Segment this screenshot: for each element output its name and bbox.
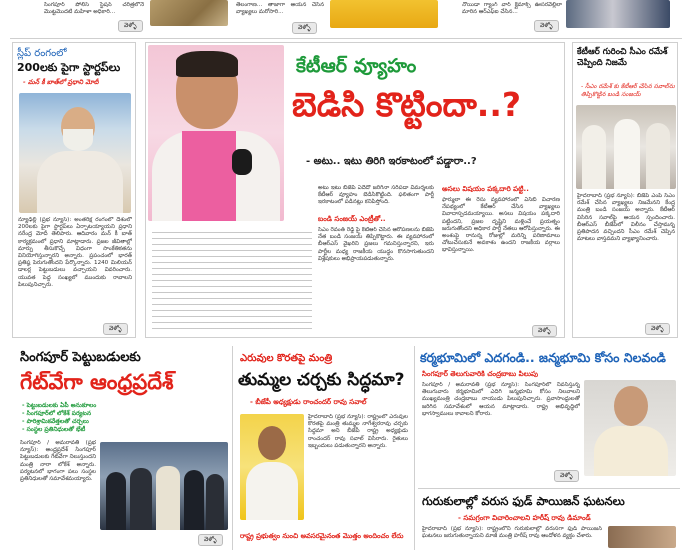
- bottom-right2-body: హైదరాబాద్ (ప్రభ న్యూస్): రాష్ట్రంలోని గురుకులాల్లో వరుసగా ఫుడ్ పాయిజన్ ఘటనలు జరుగుతున్నాయని మాజీ మంత్రి హరీష్ రావు ఆందోళన వ్యక్తం చేశారు.: [422, 526, 602, 540]
- bottom-mid-title: తుమ్మల చర్చకు సిద్ధమా?: [238, 370, 405, 390]
- bottom-right-more-button[interactable]: వెళ్ళో: [554, 470, 579, 482]
- modi-body: [37, 151, 123, 213]
- top-right-photo: [566, 0, 670, 28]
- right-story-body: హైదరాబాద్ (ప్రభ న్యూస్): బీజేపీ ఎంపీ సీఎం రమేశ్ చేసిన వ్యాఖ్యలు నిజమేనని కేంద్ర మంత్రి బండి సంజయ్ అన్నారు. కేటీఆర్ విసిరిన సవాల్‌పై ఆయన స్పందించారు. బీఆర్ఎస్ బీజేపీలో విలీనం చేస్తామన్న ప్రతిపాదన వచ్చిందని సీఎం రమేశ్ చెప్పిన మాటలు వాస్తవమని వ్యాఖ్యానించారు.: [577, 193, 675, 243]
- main-story-subtitle: - అటు.. ఇటు తిరిగి ఇరకాటంలో పడ్డారా..?: [306, 156, 477, 167]
- bottom-right2-title: గురుకులాల్లో వరుస ఫుడ్ పాయిజన్ ఘటనలు: [422, 494, 625, 508]
- bottom-mid-kicker: ఎరువుల కొరతపై మంత్రి: [240, 353, 333, 364]
- left-story-body: న్యూఢిల్లీ (ప్రభ న్యూస్): అంతరిక్ష రంగంలో దేశంలో 200లకు పైగా స్టార్టప్‌లు ఏర్పాటయ్యాయని ప్రధాని నరేంద్ర మోదీ తెలిపారు. ఆదివారం మన్ కీ బాత్ కార్యక్రమంలో ప్రధాని మాట్లాడారు. ప్రజల జీవితాల్లో మార్పు తీసుకొచ్చే విధంగా సాంకేతికతను వినియోగిస్తున్నారని అన్నారు. ప్రపంచంలో భారత్ ప్రతిష్ఠ పెరుగుతోందని పేర్కొన్నారు. 1240 మిలియన్ డాలర్ల పెట్టుబడులు వచ్చాయని వివరించారు. యువత పెద్ద సంఖ్యలో ముందుకు రావాలని పిలుపునిచ్చారు.: [18, 217, 132, 288]
- bottom-mid-story: [236, 346, 412, 550]
- main-more-button[interactable]: వెళ్ళో: [532, 325, 557, 337]
- top-mid-photo: [330, 0, 438, 28]
- modi-beard: [63, 129, 93, 151]
- person-3: [646, 123, 670, 189]
- left-story-byline: - మన్ కీ బాత్‌లో ప్రధాని మోదీ: [23, 78, 99, 86]
- main-story-kicker: కేటీఆర్ వ్యూహం: [296, 55, 417, 77]
- person-2: [614, 119, 640, 189]
- top-right-text: నోయిడా గ్యాంగ్ వార్ క్లైమాక్స్ ఊసరవెల్లిలా మారిన ఆర్ఎఫ్ఐ చేసిన...: [462, 2, 562, 16]
- tummala-body: [246, 462, 298, 520]
- bottom-left-title: గేట్‌వేగా ఆంధ్రప్రదేశ్: [20, 370, 174, 394]
- divider: [10, 38, 682, 39]
- bottom-right2-photo: [608, 526, 676, 548]
- divider: [414, 346, 415, 550]
- bottom-right2-byline: - సమగ్రంగా విచారించాలని హరీష్ రావు డిమాండ్: [458, 514, 591, 522]
- main-story-title: బెడిసి కొట్టిందా..?: [292, 85, 522, 124]
- main-col2-subhead: అసలు విషయం పక్కదారి పట్టి..: [442, 185, 529, 193]
- bullet-item: - పారిశ్రామికవేత్తలతో చర్చలు: [22, 418, 89, 425]
- top-mid-text: తెలంగాణ... తాజాగా ఆయన చేసిన వ్యాఖ్యలు మరోసారి...: [236, 2, 324, 16]
- bottom-mid-body: హైదరాబాద్ (ప్రభ న్యూస్): రాష్ట్రంలో ఎరువుల కొరతపై మంత్రి తుమ్మల నాగేశ్వరరావు చర్చకు సిద్ధమా అని బీజేపీ రాష్ట్ర అధ్యక్షుడు రాంచందర్ రావు సవాల్ విసిరారు. రైతులు ఇబ్బందులు పడుతున్నారని అన్నారు.: [308, 414, 408, 449]
- top-more-button-2[interactable]: వెళ్ళో: [292, 22, 317, 34]
- bottom-left-kicker: సింగపూర్ పెట్టుబడులకు: [20, 350, 141, 365]
- bottom-mid-footer: రాష్ట్ర ప్రభుత్వం నుంచి అవసరమైనంత మొత్తం అందించం లేదు: [240, 532, 404, 540]
- bottom-right-photo: [584, 380, 676, 476]
- left-story: [12, 42, 136, 338]
- divider: [232, 346, 233, 550]
- top-left-photo: [150, 0, 228, 26]
- bottom-right-body: సింగపూర్ / అమరావతి (ప్రభ న్యూస్): సింగపూర్‌లో నివసిస్తున్న తెలుగువారు కర్మభూమిలో ఎదిగి జన్మభూమి కోసం నిలవాలని ముఖ్యమంత్రి చంద్రబాబు నాయుడు పిలుపునిచ్చారు. ప్రవాసాంధ్రులతో జరిగిన సమావేశంలో ఆయన మాట్లాడారు. రాష్ట్ర అభివృద్ధిలో భాగస్వాములు కావాలని కోరారు.: [422, 382, 580, 417]
- bottom-right-byline: సింగపూర్ తెలుగువారికి చంద్రబాబు పిలుపు: [422, 370, 538, 378]
- ktr-scarf: [182, 131, 236, 221]
- tummala-head: [258, 426, 286, 460]
- top-more-button-3[interactable]: వెళ్ళో: [534, 20, 559, 32]
- right-story-byline: - సీఎం రమేశ్ కు కేటీఆర్ చేసిన సవాల్‌ను తిప్పికొట్టిన బండి సంజయ్: [581, 83, 675, 98]
- main-col1-subhead: బండి సంజయ్ ఎంట్రీతో..: [318, 215, 386, 223]
- bottom-left-photo: [100, 442, 228, 530]
- bullet-item: - పెట్టుబడులకు ఏపీ అనుకూలం: [22, 402, 97, 409]
- left-story-title: 200లకు పైగా స్టార్టప్‌లు: [17, 61, 121, 74]
- person-2: [130, 468, 152, 530]
- left-more-button[interactable]: వెళ్ళో: [103, 323, 128, 335]
- person-1: [106, 472, 126, 530]
- cbn-body: [594, 426, 668, 476]
- main-col2-body: ఫార్ములా ఈ రేసు వ్యవహారంలో ఏసీబీ విచారణ నేపథ్యంలో కేటీఆర్ చేసిన వ్యాఖ్యలు వివాదాస్పదమయ్యాయి. అసలు విషయం పక్కదారి పట్టిందని, ప్రజల దృష్టిని మళ్లించే ప్రయత్నం జరుగుతోందని అధికార పార్టీ నేతలు ఆరోపిస్తున్నారు. ఈ అంశంపై రానున్న రోజుల్లో మరిన్ని పరిణామాలు చోటుచేసుకునే అవకాశం ఉందని రాజకీయ వర్గాలు భావిస్తున్నాయి.: [442, 197, 560, 254]
- bottom-right-story: [418, 346, 680, 486]
- top-strip: [0, 0, 690, 36]
- right-story-title: కేటీఆర్ గురించి సీఎం రమేశ్ చెప్పింది నిజమే: [577, 47, 668, 68]
- bullet-item: - సింగపూర్‌లో లోకేశ్ పర్యటన: [22, 410, 92, 417]
- bottom-right2-story: [418, 490, 680, 550]
- ktr-hair: [176, 51, 238, 77]
- left-story-kicker: స్లీప్ రంగంలో: [17, 48, 67, 59]
- left-story-photo: [19, 93, 131, 213]
- main-col1-body: అటు ఇటు బీజేపీ ఏదేదో జరిగినా సరిపడా విమర్శలకు కేటీఆర్ వ్యూహం బెడిసికొట్టింది. ఫలితంగా పార్టీ ఇరకాటంలో పడినట్లు కనిపిస్తోంది.: [318, 185, 434, 206]
- bottom-right-title: కర్మభూమిలో ఎదగండి.. జన్మభూమి కోసం నిలవండి: [420, 350, 666, 365]
- bottom-left-body: సింగపూర్ / అమరావతి (ప్రభ న్యూస్): ఆంధ్రప్రదేశ్ సింగపూర్ పెట్టుబడులకు గేట్‌వేగా నిలుస్తుందని మంత్రి నారా లోకేశ్ అన్నారు. పర్యటనలో భాగంగా పలు సంస్థల ప్రతినిధులతో సమావేశమయ్యారు.: [20, 440, 96, 483]
- bottom-mid-byline: - బీజేపీ అధ్యక్షుడు రాంచందర్ రావు సవాల్: [250, 398, 367, 406]
- bottom-left-bullets: [22, 402, 228, 434]
- bottom-mid-photo: [240, 414, 304, 520]
- microphone-icon: [232, 149, 252, 175]
- top-left-text: సింగపూర్ పోలీస్ స్టేషన్ చరిత్రలోనే మొట్టమొదటి మహిళా అధికారి...: [44, 2, 144, 16]
- divider: [418, 488, 680, 489]
- right-story-photo: [576, 105, 676, 189]
- main-col1-body2: సీఎం రేవంత్ రెడ్డి పై కేటీఆర్ చేసిన ఆరోపణలను బీజేపీ నేత బండి సంజయ్ తిప్పికొట్టారు. ఈ వ్యవహారంలో బీఆర్ఎస్ వైఖరిని ప్రజలు గమనిస్తున్నారని, ఇరు పార్టీల మధ్య రాజకీయ యుద్ధం కొనసాగుతుందని విశ్లేషకులు అభిప్రాయపడుతున్నారు.: [318, 227, 434, 262]
- bullet-item: - సంస్థల ప్రతినిధులతో భేటీ: [22, 426, 86, 433]
- main-story-photo: [148, 45, 284, 221]
- right-story: [572, 42, 678, 338]
- main-col0-lines: [152, 227, 312, 331]
- person-4: [184, 470, 204, 530]
- main-story: [145, 42, 565, 338]
- bottom-left-more-button[interactable]: వెళ్ళో: [198, 534, 223, 546]
- person-3: [156, 466, 180, 530]
- right-more-button[interactable]: వెళ్ళో: [645, 323, 670, 335]
- bottom-left-story: [12, 346, 230, 550]
- top-more-button-1[interactable]: వెళ్ళో: [118, 20, 143, 32]
- person-5: [206, 474, 224, 530]
- cbn-head: [614, 386, 648, 426]
- person-1: [582, 125, 606, 189]
